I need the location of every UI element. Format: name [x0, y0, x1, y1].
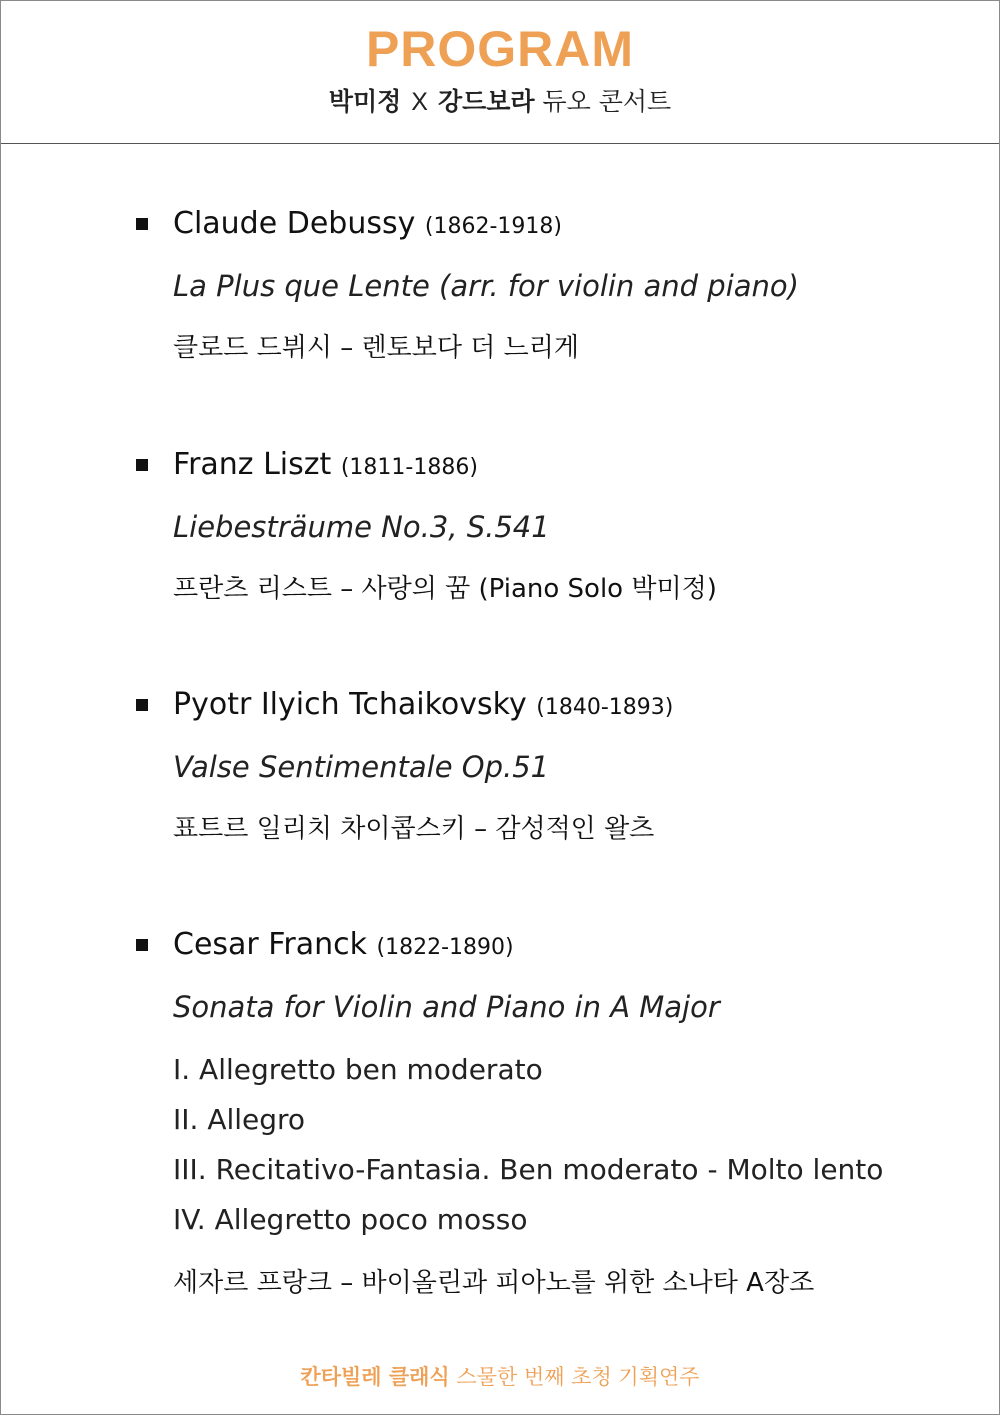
page-title: PROGRAM — [365, 21, 635, 77]
bullet-square-icon — [136, 699, 148, 711]
composer-line — [173, 925, 514, 968]
performer-2: 강드보라 — [437, 87, 535, 116]
subtitle-separator: X — [411, 88, 428, 116]
composer-name: Pyotr Ilyich Tchaikovsky — [173, 687, 527, 722]
work-title: Sonata for Violin and Piano in A Major — [173, 990, 720, 1024]
bullet-square-icon — [136, 939, 148, 951]
composer-name: Cesar Franck — [173, 927, 367, 962]
composer-years: (1811-1886) — [340, 455, 478, 480]
footer-brand: 칸타빌레 클래식 — [300, 1365, 450, 1389]
bullet-square-icon — [136, 218, 148, 230]
composer-years: (1822-1890) — [376, 935, 514, 960]
bullet-square-icon — [136, 459, 148, 471]
movement-4: IV. Allegretto poco mosso — [173, 1203, 528, 1236]
work-title: La Plus que Lente (arr. for violin and piano) — [173, 269, 799, 303]
page-footer — [1, 1362, 999, 1392]
movement-2: II. Allegro — [173, 1103, 306, 1136]
composer-line — [173, 685, 673, 728]
movement-3: III. Recitativo-Fantasia. Ben moderato - Molto lento — [173, 1153, 884, 1186]
work-korean-title: 클로드 드뷔시 – 렌토보다 더 느리게 — [173, 333, 579, 363]
performer-1: 박미정 — [328, 87, 402, 116]
concert-subtitle — [1, 85, 999, 119]
work-title: Valse Sentimentale Op.51 — [173, 750, 550, 784]
concert-type: 듀오 콘서트 — [542, 87, 672, 116]
work-title: Liebesträume No.3, S.541 — [173, 510, 550, 544]
composer-years: (1862-1918) — [424, 214, 562, 239]
work-korean-title: 프란츠 리스트 – 사랑의 꿈 (Piano Solo 박미정) — [173, 574, 717, 604]
footer-description: 스물한 번째 초청 기획연주 — [456, 1365, 700, 1389]
program-header — [1, 1, 999, 144]
composer-name: Claude Debussy — [173, 206, 416, 241]
composer-years: (1840-1893) — [536, 695, 674, 720]
composer-name: Franz Liszt — [173, 447, 332, 482]
composer-line — [173, 445, 478, 488]
composer-line — [173, 204, 562, 247]
work-korean-title: 표트르 일리치 차이콥스키 – 감성적인 왈츠 — [173, 814, 655, 844]
movement-1: I. Allegretto ben moderato — [173, 1053, 543, 1086]
work-korean-title: 세자르 프랑크 – 바이올린과 피아노를 위한 소나타 A장조 — [173, 1268, 815, 1298]
